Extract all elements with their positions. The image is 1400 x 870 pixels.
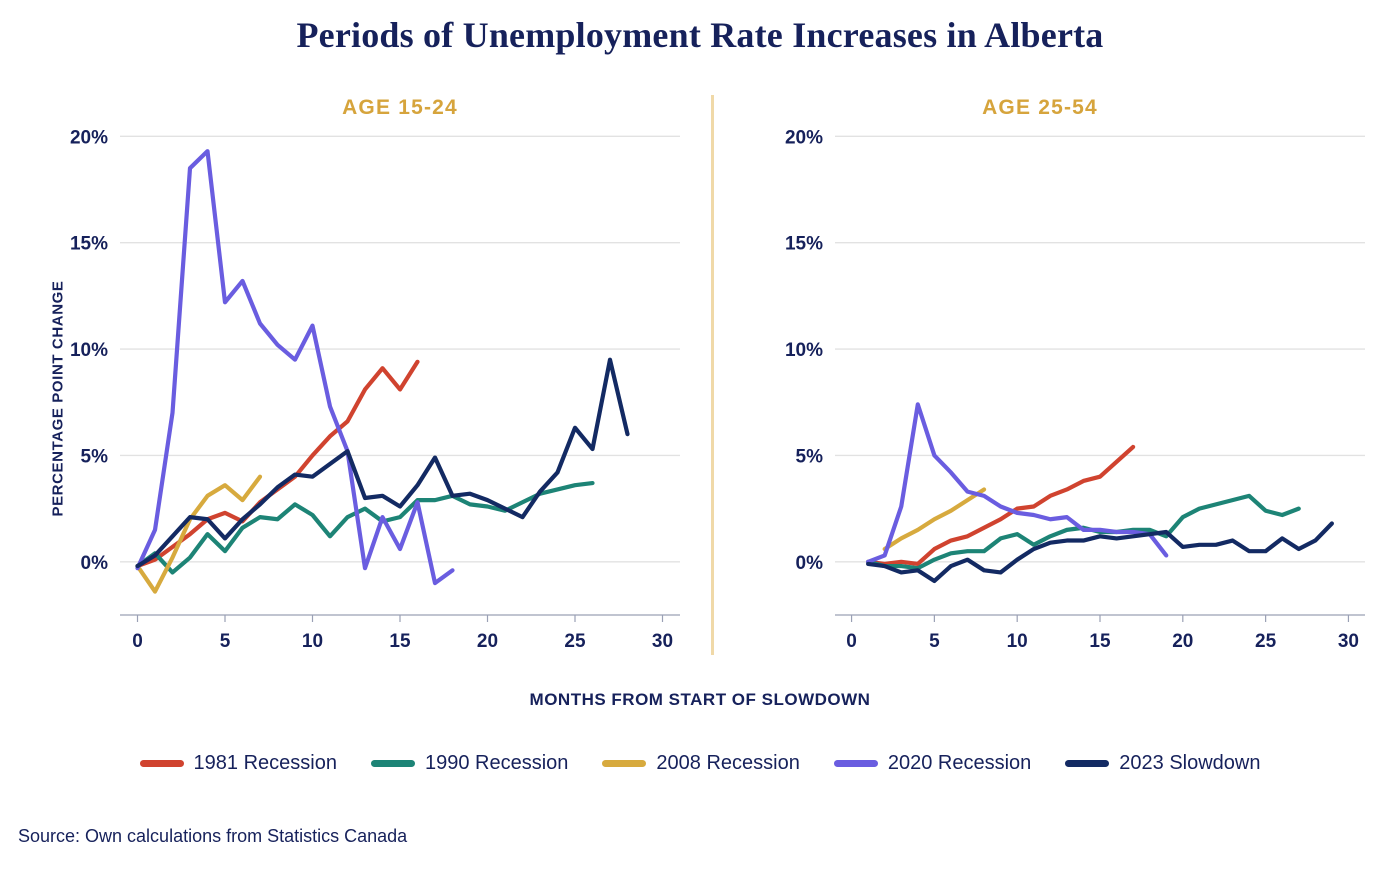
svg-text:30: 30 — [1337, 631, 1360, 652]
svg-text:30: 30 — [651, 631, 674, 652]
svg-text:20%: 20% — [69, 127, 108, 149]
page-title: Periods of Unemployment Rate Increases in Alberta — [296, 15, 1104, 55]
x-axis-label: MONTHS FROM START OF SLOWDOWN — [529, 690, 871, 709]
legend-swatch-2023 — [1065, 760, 1109, 767]
legend-label-1981: 1981 Recession — [193, 752, 337, 774]
panel-title-age-15-24: AGE 15-24 — [342, 96, 458, 119]
y-axis-label: PERCENTAGE POINT CHANGE — [49, 280, 67, 517]
svg-text:25: 25 — [1255, 631, 1277, 652]
svg-text:20: 20 — [1172, 631, 1194, 652]
legend-swatch-1981 — [140, 760, 184, 767]
svg-text:10%: 10% — [784, 340, 823, 362]
legend-item[interactable] — [371, 752, 568, 775]
svg-text:5%: 5% — [80, 446, 108, 468]
source-note: Source: Own calculations from Statistics Canada — [18, 826, 408, 846]
legend-item[interactable] — [834, 752, 1031, 775]
legend-swatch-1990 — [371, 760, 415, 767]
svg-text:0%: 0% — [80, 552, 108, 574]
legend-label-2008: 2008 Recession — [656, 752, 800, 774]
svg-text:15: 15 — [1089, 631, 1111, 652]
legend — [0, 752, 1400, 775]
legend-item[interactable] — [1065, 752, 1260, 775]
svg-text:15: 15 — [389, 631, 411, 652]
plot-area-age-15-24 — [0, 95, 700, 675]
svg-text:5%: 5% — [795, 446, 823, 468]
legend-swatch-2020 — [834, 760, 878, 767]
svg-text:10%: 10% — [69, 340, 108, 362]
plot-area-age-25-54 — [725, 95, 1385, 675]
svg-text:20: 20 — [476, 631, 499, 652]
svg-text:25: 25 — [564, 631, 586, 652]
svg-text:10: 10 — [301, 631, 324, 652]
svg-text:10: 10 — [1006, 631, 1028, 652]
legend-label-2023: 2023 Slowdown — [1119, 752, 1261, 774]
svg-text:15%: 15% — [69, 233, 108, 255]
legend-swatch-2008 — [602, 760, 646, 767]
legend-item[interactable] — [140, 752, 337, 775]
svg-text:5: 5 — [219, 631, 231, 652]
svg-text:0: 0 — [846, 631, 857, 652]
legend-label-1990: 1990 Recession — [424, 752, 569, 774]
svg-text:15%: 15% — [784, 233, 823, 255]
panel-title-age-25-54: AGE 25-54 — [982, 96, 1098, 119]
legend-label-2020: 2020 Recession — [887, 752, 1032, 774]
panel-divider — [711, 95, 714, 655]
svg-text:0: 0 — [132, 631, 143, 652]
svg-text:5: 5 — [929, 631, 940, 652]
svg-text:0%: 0% — [795, 552, 823, 574]
svg-text:20%: 20% — [784, 127, 823, 149]
legend-item[interactable] — [602, 752, 799, 775]
